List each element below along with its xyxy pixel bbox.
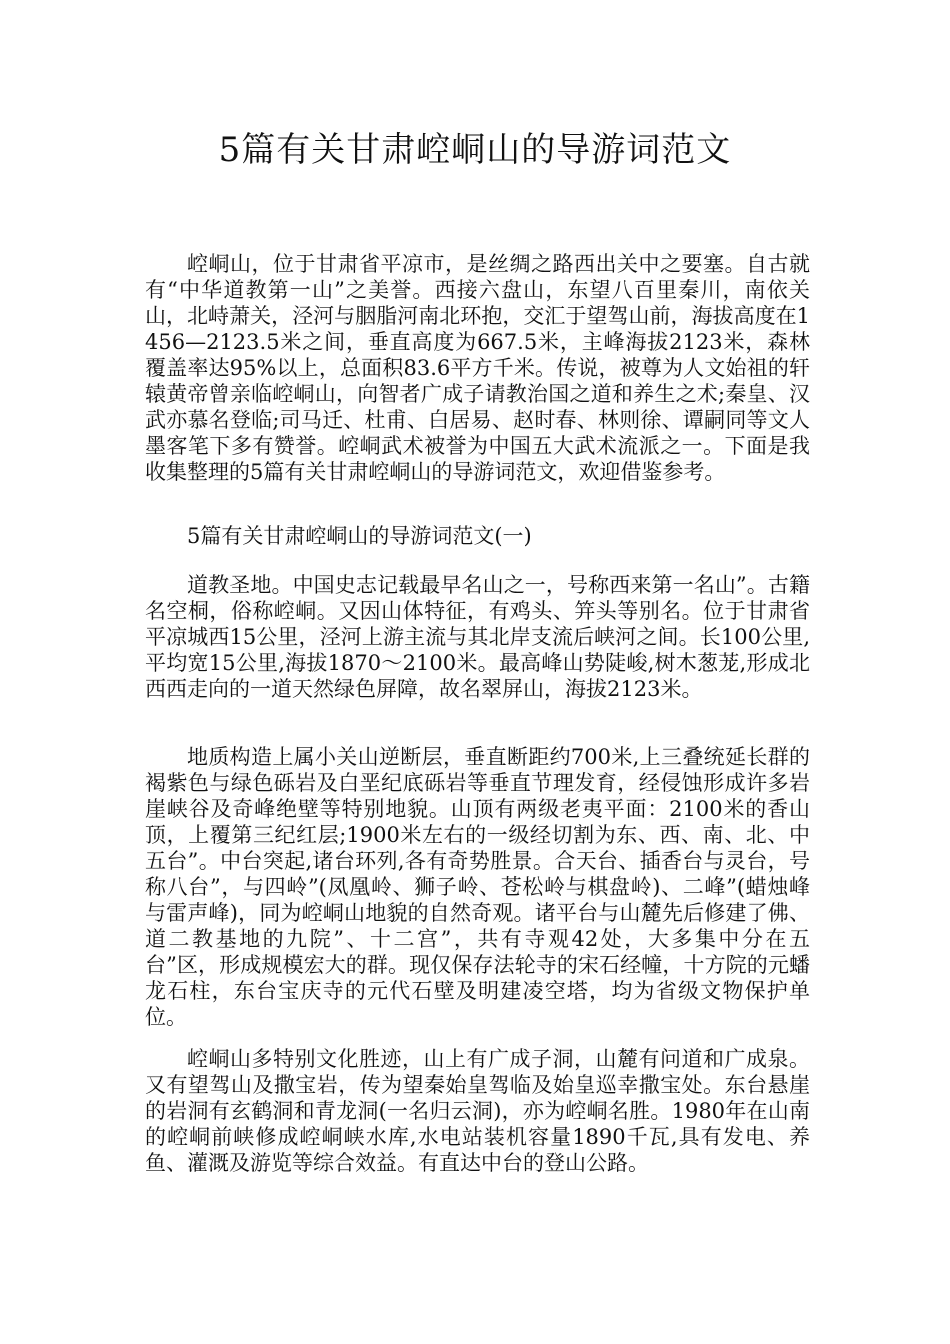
section-heading: 5篇有关甘肃崆峒山的导游词范文(一) [187, 524, 532, 548]
body-paragraph-1: 道教圣地。中国史志记载最早名山之一，号称西来第一名山”。古籍名空桐，俗称崆峒。又因山体特征，有鸡头、笄头等别名。位于甘肃省平凉城西15公里，泾河上游主流与其北岸支流后峡河之间。长100公里,平均宽15公里,海拔1870～2100米。最高峰山势陡峻,树木葱茏,形成北西西走向的一道天然绿色屏障，故名翠屏山，海拔2123米。 [145, 573, 810, 701]
intro-paragraph: 崆峒山，位于甘肃省平凉市，是丝绸之路西出关中之要塞。自古就有“中华道教第一山”之美誉。西接六盘山，东望八百里秦川，南依关山，北峙萧关，泾河与胭脂河南北环抱，交汇于望驾山前，海拔高度在1456—2123.5米之间，垂直高度为667.5米，主峰海拔2123米，森林覆盖率达95%以上，总面积83.6平方千米。传说，被尊为人文始祖的轩辕黄帝曾亲临崆峒山，向智者广成子请教治国之道和养生之术;秦皇、汉武亦慕名登临;司马迁、杜甫、白居易、赵时春、林则徐、谭嗣同等文人墨客笔下多有赞誉。崆峒武术被誉为中国五大武术流派之一。下面是我收集整理的5篇有关甘肃崆峒山的导游词范文，欢迎借鉴参考。 [145, 252, 810, 484]
body-paragraph-3: 崆峒山多特别文化胜迹，山上有广成子洞，山麓有问道和广成泉。又有望驾山及撒宝岩，传为望秦始皇驾临及始皇巡幸撒宝处。东台悬崖的岩洞有玄鹤洞和青龙洞(一名归云洞)，亦为崆峒名胜。1980年在山南的崆峒前峡修成崆峒峡水库,水电站装机容量1890千瓦,具有发电、养鱼、灌溉及游览等综合效益。有直达中台的登山公路。 [145, 1047, 810, 1175]
body-paragraph-2: 地质构造上属小关山逆断层，垂直断距约700米,上三叠统延长群的褐紫色与绿色砾岩及白垩纪底砾岩等垂直节理发育，经侵蚀形成许多岩崖峡谷及奇峰绝壁等特别地貌。山顶有两级老夷平面：2100米的香山顶，上覆第三纪红层;1900米左右的一级经切割为东、西、南、北、中五台”。中台突起,诸台环列,各有奇势胜景。合天台、插香台与灵台，号称八台”，与四岭”(凤凰岭、狮子岭、苍松岭与棋盘岭)、二峰”(蜡烛峰与雷声峰)，同为崆峒山地貌的自然奇观。诸平台与山麓先后修建了佛、道二教基地的九院”、十二宫”，共有寺观42处，大多集中分在五台”区，形成规模宏大的群。现仅保存法轮寺的宋石经幢，十方院的元蟠龙石柱，东台宝庆寺的元代石壁及明建凌空塔，均为省级文物保护单位。 [145, 745, 810, 1029]
document-title: 5篇有关甘肃崆峒山的导游词范文 [218, 130, 732, 170]
